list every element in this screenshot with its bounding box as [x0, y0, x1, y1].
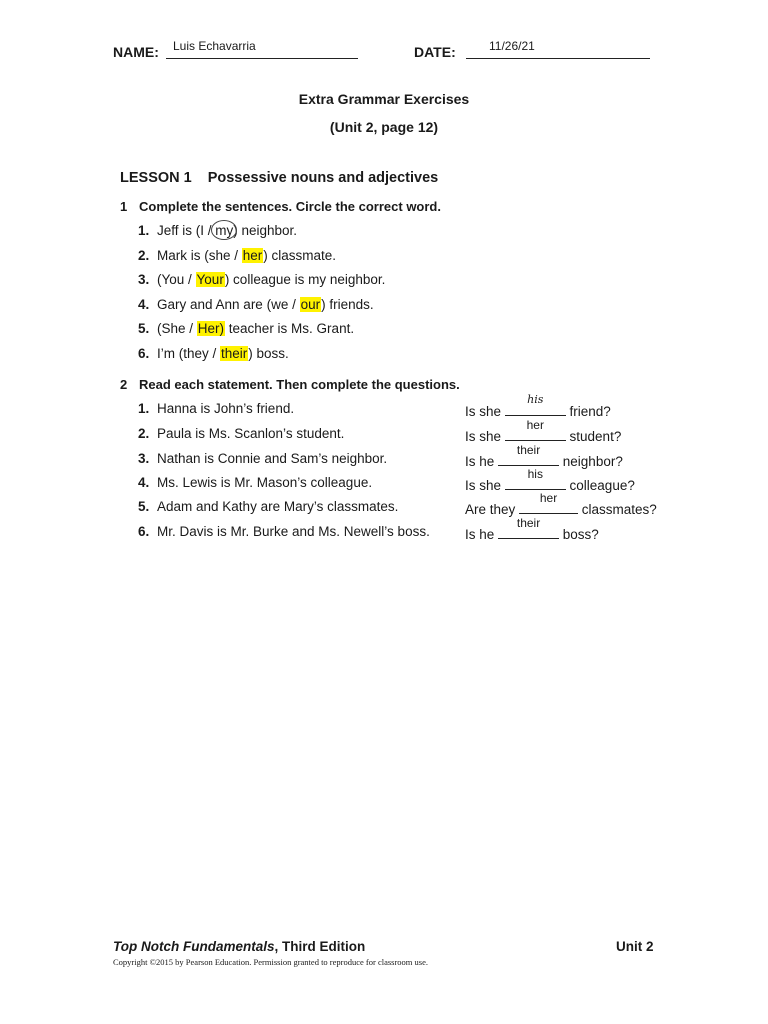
page-subtitle: (Unit 2, page 12) — [329, 119, 439, 135]
question-text: Is she — [465, 404, 505, 419]
item-number: 5. — [138, 499, 150, 514]
exercise1-item — [138, 297, 374, 312]
question-text: classmates? — [578, 502, 657, 517]
question-text: neighbor? — [559, 454, 623, 469]
question-text: Is she — [465, 478, 505, 493]
exercise2-statement — [138, 426, 344, 441]
question-text: Is he — [465, 527, 499, 542]
answer-blank[interactable] — [498, 443, 559, 466]
name-value: Luis Echavarria — [173, 39, 256, 53]
question-text: friend? — [565, 404, 611, 419]
answer-blank[interactable] — [505, 418, 566, 441]
item-text: Gary and Ann are (we / — [157, 297, 300, 312]
item-number: 4. — [138, 297, 150, 312]
answer-blank[interactable] — [498, 516, 559, 539]
written-answer: her — [539, 491, 558, 505]
lesson-topic: Possessive nouns and adjectives — [207, 170, 439, 186]
item-text: (She / — [157, 321, 197, 336]
exercise1-instruction: Complete the sentences. Circle the correct word. — [139, 199, 441, 214]
highlighted-answer: their — [221, 346, 248, 361]
item-text: Jeff is (I / — [157, 223, 216, 238]
highlighted-answer: Her) — [197, 321, 225, 336]
question-text: student? — [565, 429, 622, 444]
item-text: (You / — [157, 272, 196, 287]
date-value: 11/26/21 — [489, 39, 535, 53]
answer-blank[interactable] — [505, 393, 566, 416]
item-number: 2. — [138, 248, 150, 263]
exercise1-item — [138, 272, 385, 287]
item-text: ) classmate. — [263, 248, 337, 263]
item-number: 6. — [138, 346, 150, 361]
question-text: Is he — [465, 454, 499, 469]
question-text: colleague? — [565, 478, 635, 493]
exercise1-item — [138, 248, 336, 263]
item-text: teacher is Ms. Grant. — [225, 321, 355, 336]
exercise2-statement — [138, 475, 372, 490]
lesson-label: LESSON 1 — [120, 170, 192, 186]
exercise1-number: 1 — [120, 199, 128, 214]
copyright-notice: Copyright ©2015 by Pearson Education. Permission granted to reproduce for classroom use. — [113, 957, 428, 967]
date-field[interactable] — [466, 40, 650, 59]
statement-text: Mr. Davis is Mr. Burke and Ms. Newell’s boss. — [157, 524, 430, 539]
book-name: Top Notch Fundamentals — [113, 939, 275, 954]
answer-blank[interactable] — [505, 467, 566, 490]
exercise2-instruction: Read each statement. Then complete the questions. — [139, 377, 460, 392]
answer-blank[interactable] — [519, 491, 578, 514]
highlighted-answer: Your — [196, 272, 224, 287]
exercise2-statement — [138, 524, 430, 539]
exercise1-item — [138, 346, 289, 361]
item-number: 2. — [138, 426, 150, 441]
statement-text: Paula is Ms. Scanlon’s student. — [157, 426, 345, 441]
statement-text: Hanna is John’s friend. — [157, 401, 295, 416]
written-answer: their — [516, 443, 541, 457]
date-label: DATE: — [414, 44, 456, 60]
question-text: boss? — [559, 527, 599, 542]
exercise2-instruction-row — [120, 377, 460, 392]
item-number: 1. — [138, 223, 150, 238]
item-number: 3. — [138, 451, 150, 466]
item-text: I’m (they / — [157, 346, 221, 361]
circled-answer: my — [215, 223, 234, 238]
exercise2-question — [465, 418, 622, 444]
footer-unit: Unit 2 — [616, 939, 654, 954]
written-answer: his — [527, 467, 543, 481]
item-number: 3. — [138, 272, 150, 287]
question-text: Is she — [465, 429, 505, 444]
item-text: ) boss. — [248, 346, 289, 361]
lesson-heading — [120, 170, 438, 186]
exercise2-question — [465, 491, 657, 517]
item-text: ) neighbor. — [233, 223, 298, 238]
highlighted-answer: her — [242, 248, 263, 263]
written-answer: their — [516, 516, 541, 530]
book-title — [113, 939, 365, 954]
exercise1-instruction-row — [120, 199, 441, 214]
item-text: ) colleague is my neighbor. — [224, 272, 386, 287]
exercise2-question — [465, 393, 611, 419]
question-text: Are they — [465, 502, 520, 517]
exercise2-statement — [138, 401, 294, 416]
written-answer: her — [526, 418, 544, 432]
item-number: 1. — [138, 401, 150, 416]
statement-text: Ms. Lewis is Mr. Mason’s colleague. — [157, 475, 373, 490]
statement-text: Adam and Kathy are Mary’s classmates. — [157, 499, 399, 514]
item-number: 4. — [138, 475, 150, 490]
written-answer: his — [527, 393, 544, 406]
book-edition: , Third Edition — [274, 939, 366, 954]
statement-text: Nathan is Connie and Sam’s neighbor. — [157, 451, 388, 466]
exercise2-number: 2 — [120, 377, 128, 392]
item-text: ) friends. — [321, 297, 374, 312]
name-label: NAME: — [113, 44, 159, 60]
item-text: Mark is (she / — [157, 248, 242, 263]
name-field[interactable] — [166, 40, 358, 59]
item-number: 5. — [138, 321, 150, 336]
item-number: 6. — [138, 524, 150, 539]
exercise1-item — [138, 223, 297, 238]
exercise2-question — [465, 516, 599, 542]
exercise2-statement — [138, 499, 398, 514]
exercise1-item — [138, 321, 354, 336]
exercise2-statement — [138, 451, 387, 466]
highlighted-answer: our — [300, 297, 321, 312]
page-title: Extra Grammar Exercises — [298, 91, 470, 107]
